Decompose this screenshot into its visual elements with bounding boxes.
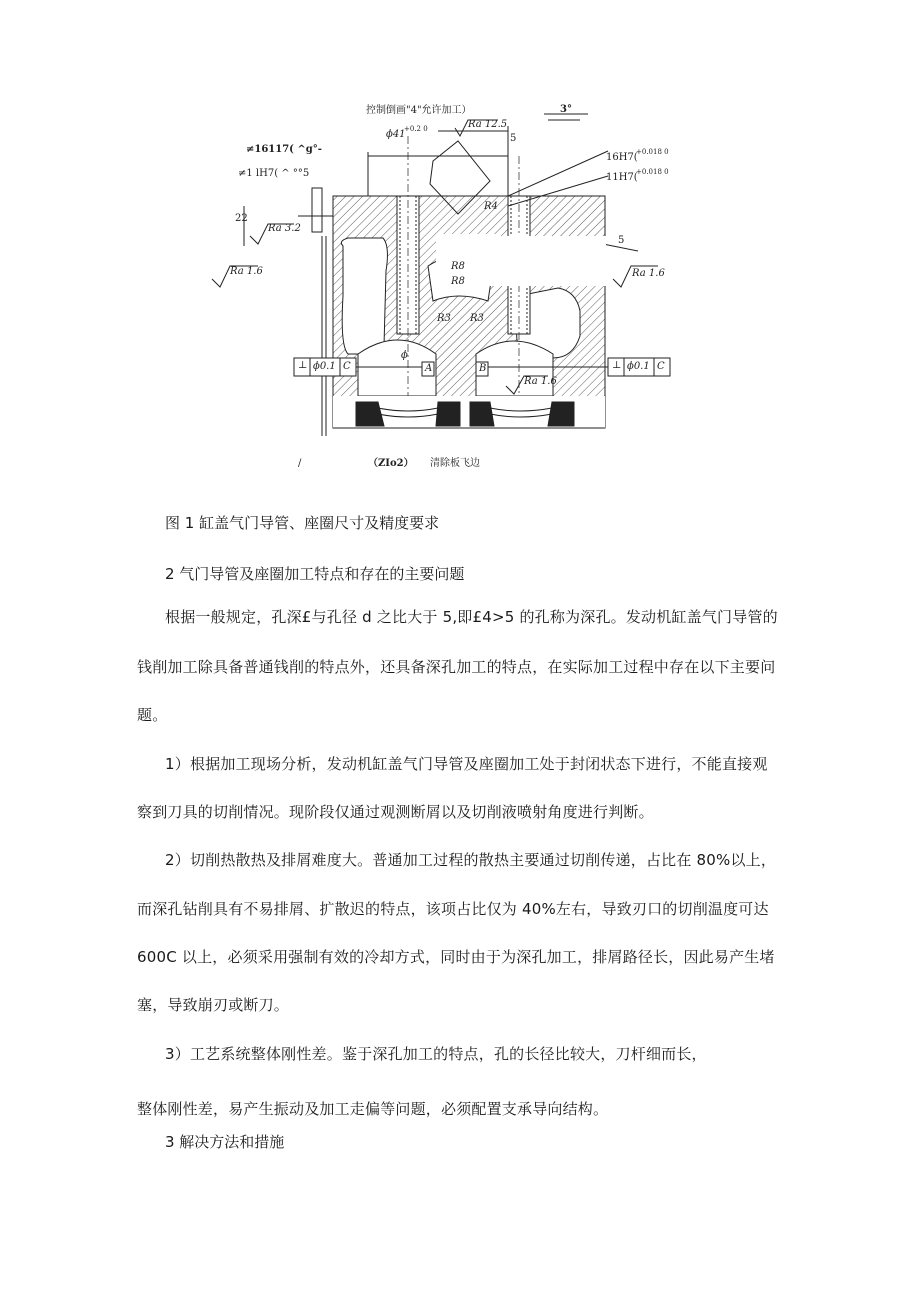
hole2-label: ≠1 lH7( ^ °°5 bbox=[238, 168, 310, 179]
left-cavity bbox=[341, 238, 387, 354]
num5b-label: 5 bbox=[510, 133, 517, 144]
num5a-label: 5 bbox=[618, 235, 625, 246]
bottom-slash: / bbox=[298, 458, 302, 469]
fit16-tol: +0.018 0 bbox=[636, 148, 669, 156]
seat-left-b bbox=[436, 402, 460, 426]
paragraph-1-line-3: 题。 bbox=[137, 706, 168, 724]
paragraph-4-line-1: 3）工艺系统整体刚性差。鉴于深孔加工的特点，孔的长径比较大，刀杆细而长， bbox=[165, 1045, 707, 1063]
paragraph-2-line-2: 察到刀具的切削情况。现阶段仅通过观测断屑以及切削液喷射角度进行判断。 bbox=[137, 803, 654, 821]
fit11-tol: +0.018 0 bbox=[636, 168, 669, 176]
ra16-left-label: Ra 1.6 bbox=[230, 266, 263, 277]
figure-caption: 图 1 缸盖气门导管、座圈尺寸及精度要求 bbox=[165, 514, 440, 532]
section-heading-3: 3 解决方法和措施 bbox=[165, 1133, 285, 1151]
paragraph-1-line-1: 根据一般规定，孔深£与孔径 d 之比大于 5,即£4>5 的孔称为深孔。发动机缸盖气门导管的 bbox=[165, 608, 778, 626]
tol-right: ϕ0.1 bbox=[627, 361, 650, 372]
ra16-right-label: Ra 1.6 bbox=[632, 268, 665, 279]
datum-b: B bbox=[479, 363, 487, 374]
dia41-tol: +0.2 0 bbox=[404, 125, 428, 133]
r4-label: R4 bbox=[484, 201, 498, 212]
perp-right: ⊥ bbox=[612, 360, 622, 371]
fit11-label: 11H7( bbox=[606, 172, 638, 183]
datum-a: A bbox=[425, 363, 433, 374]
angle-label: 3° bbox=[560, 104, 572, 115]
tol-left: ϕ0.1 bbox=[313, 361, 336, 372]
r8a-label: R8 bbox=[451, 261, 465, 272]
hole1-label: ≠16117( ^g°- bbox=[246, 144, 322, 155]
paragraph-3-line-1: 2）切削热散热及排屑难度大。普通加工过程的散热主要通过切削传递，占比在 80%以上， bbox=[165, 851, 777, 869]
ra32-label: Ra 3.2 bbox=[268, 223, 301, 234]
paragraph-3-line-2: 而深孔钻削具有不易排屑、扩散迟的特点，该项占比仅为 40%左右，导致刃口的切削温度可达 bbox=[137, 900, 769, 918]
perp-left: ⊥ bbox=[298, 360, 308, 371]
ra16-center-label: Ra 1.6 bbox=[524, 376, 557, 387]
cylinder-head-drawing bbox=[208, 96, 678, 480]
paragraph-1-line-2: 钱削加工除具备普通钱削的特点外，还具备深孔加工的特点，在实际加工过程中存在以下主要问 bbox=[137, 658, 776, 676]
dim22-label: 22 bbox=[235, 213, 248, 224]
r3b-label: R3 bbox=[470, 313, 484, 324]
paragraph-2-line-1: 1）根据加工现场分析，发动机缸盖气门导管及座圈加工处于封闭状态下进行，不能直接观 bbox=[165, 755, 768, 773]
datum-c-left: C bbox=[343, 361, 351, 372]
paragraph-3-line-3: 600C 以上，必须采用强制有效的冷却方式，同时由于为深孔加工，排屑路径长，因此易产生堵 bbox=[137, 948, 775, 966]
paragraph-4-line-2: 整体刚性差，易产生振动及加工走偏等问题，必须配置支承导向结构。 bbox=[137, 1100, 609, 1118]
phi-small-label: ϕ bbox=[401, 350, 408, 361]
fit16-label: 16H7( bbox=[606, 152, 638, 163]
bottom-mid-label: （ZIo2） bbox=[368, 458, 414, 469]
top-note: 控制倒画"4"允许加工） bbox=[366, 105, 472, 116]
dia41-label: ϕ41 bbox=[386, 129, 406, 140]
paragraph-3-line-4: 塞，导致崩刃或断刀。 bbox=[137, 996, 290, 1014]
datum-c-right: C bbox=[657, 361, 665, 372]
r3a-label: R3 bbox=[437, 313, 451, 324]
bottom-right-label: 清除板飞边 bbox=[430, 458, 480, 469]
section-heading-2: 2 气门导管及座圈加工特点和存在的主要问题 bbox=[165, 565, 465, 583]
r8b-label: R8 bbox=[451, 276, 465, 287]
ra125-label: Ra 12.5 bbox=[468, 119, 508, 130]
